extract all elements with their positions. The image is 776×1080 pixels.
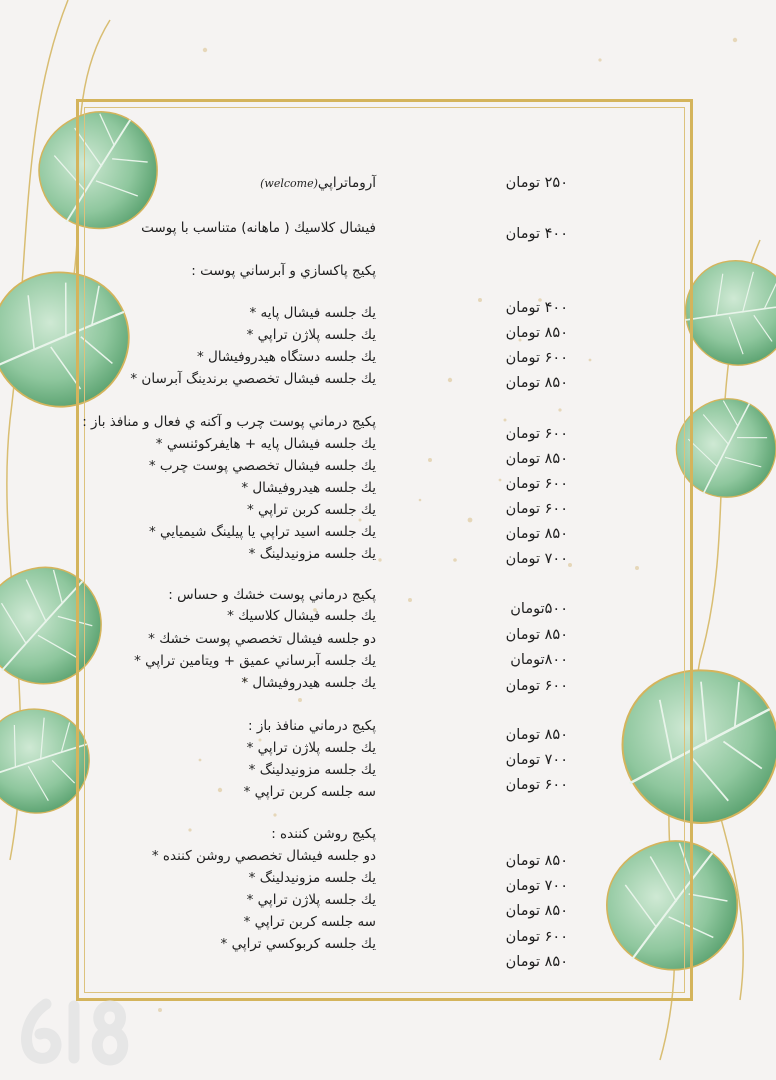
- pkg3-item: يك جلسه آبرساني عميق + ويتامين تراپي *: [134, 653, 376, 669]
- pkg4-price: ۸۵۰ تومان: [505, 727, 568, 743]
- pkg5-price: ۸۵۰ تومان: [505, 853, 568, 869]
- aroma-price: ۲۵۰ تومان: [505, 175, 568, 191]
- pkg2-item: يك جلسه فيشال تخصصي پوست چرب *: [148, 458, 376, 474]
- pkg5-price: ۷۰۰ تومان: [505, 878, 568, 894]
- pkg2-item: يك جلسه اسيد تراپي يا پيلينگ شيميايي *: [149, 524, 376, 540]
- pkg5-item: يك جلسه كربوكسي تراپي *: [220, 936, 376, 952]
- pkg1-item: يك جلسه دستگاه هيدروفيشال *: [197, 349, 376, 365]
- pkg5-price: ۶۰۰ تومان: [505, 929, 568, 945]
- pkg4-price: ۷۰۰ تومان: [505, 752, 568, 768]
- pkg2-price: ۸۵۰ تومان: [505, 526, 568, 542]
- pkg3-item: دو جلسه فيشال تخصصي پوست خشك *: [148, 631, 376, 647]
- pkg3-item: يك جلسه هيدروفيشال *: [241, 675, 376, 691]
- pkg2-price: ۷۰۰ تومان: [505, 551, 568, 567]
- pkg2-price: ۶۰۰ تومان: [505, 476, 568, 492]
- aroma-title: آروماتراپي: [317, 175, 376, 191]
- pkg3-price: ۶۰۰ تومان: [505, 678, 568, 694]
- pkg2-title: پكيج درماني پوست چرب و آكنه ي فعال و منافذ باز :: [82, 414, 376, 430]
- aroma-title-line: [260, 174, 376, 193]
- pkg5-item: سه جلسه كربن تراپي *: [243, 914, 376, 930]
- classic-price: ۴۰۰ تومان: [505, 226, 568, 242]
- pkg5-title: پكيج روشن كننده :: [271, 826, 376, 842]
- pkg1-price: ۶۰۰ تومان: [505, 350, 568, 366]
- pkg5-item: يك جلسه پلاژن تراپي *: [246, 892, 376, 908]
- pkg4-item: سه جلسه كربن تراپي *: [243, 784, 376, 800]
- pkg3-price: ۵۰۰تومان: [510, 601, 568, 617]
- pkg5-price: ۸۵۰ تومان: [505, 954, 568, 970]
- pkg3-item: يك جلسه فيشال كلاسيك *: [227, 608, 376, 624]
- pkg1-title: پكيج پاكسازي و آبرساني پوست :: [191, 263, 376, 279]
- pkg2-price: ۶۰۰ تومان: [505, 426, 568, 442]
- pkg2-item: يك جلسه فيشال پايه + هايفركوئنسي *: [155, 436, 376, 452]
- pkg2-item: يك جلسه هيدروفيشال *: [241, 480, 376, 496]
- pkg2-item: يك جلسه كربن تراپي *: [246, 502, 376, 518]
- pkg1-item: يك جلسه پلاژن تراپي *: [246, 327, 376, 343]
- pkg2-price: ۶۰۰ تومان: [505, 501, 568, 517]
- pkg1-price: ۸۵۰ تومان: [505, 325, 568, 341]
- pkg2-item: يك جلسه مزونيدلينگ *: [248, 546, 376, 562]
- pkg1-item: يك جلسه فيشال تخصصي برندينگ آبرسان *: [130, 371, 376, 387]
- pkg4-item: يك جلسه مزونيدلينگ *: [248, 762, 376, 778]
- pkg5-price: ۸۵۰ تومان: [505, 903, 568, 919]
- pkg5-item: يك جلسه مزونيدلينگ *: [248, 870, 376, 886]
- pkg4-price: ۶۰۰ تومان: [505, 777, 568, 793]
- classic-title: فيشال كلاسيك ( ماهانه) متناسب با پوست: [141, 220, 376, 236]
- pkg3-title: پكيج درماني پوست خشك و حساس :: [168, 587, 376, 603]
- pkg3-price: ۸۵۰ تومان: [505, 627, 568, 643]
- pkg1-price: ۴۰۰ تومان: [505, 300, 568, 316]
- pkg1-price: ۸۵۰ تومان: [505, 375, 568, 391]
- pkg4-title: پكيج درماني منافذ باز :: [248, 718, 376, 734]
- pkg5-item: دو جلسه فيشال تخصصي روشن كننده *: [151, 848, 376, 864]
- pkg2-price: ۸۵۰ تومان: [505, 451, 568, 467]
- watermark-logo: [18, 996, 136, 1068]
- pkg1-item: يك جلسه فيشال پايه *: [249, 305, 376, 321]
- pkg3-price: ۸۰۰تومان: [510, 652, 568, 668]
- aroma-tag: (welcome): [260, 177, 318, 190]
- pkg4-item: يك جلسه پلاژن تراپي *: [246, 740, 376, 756]
